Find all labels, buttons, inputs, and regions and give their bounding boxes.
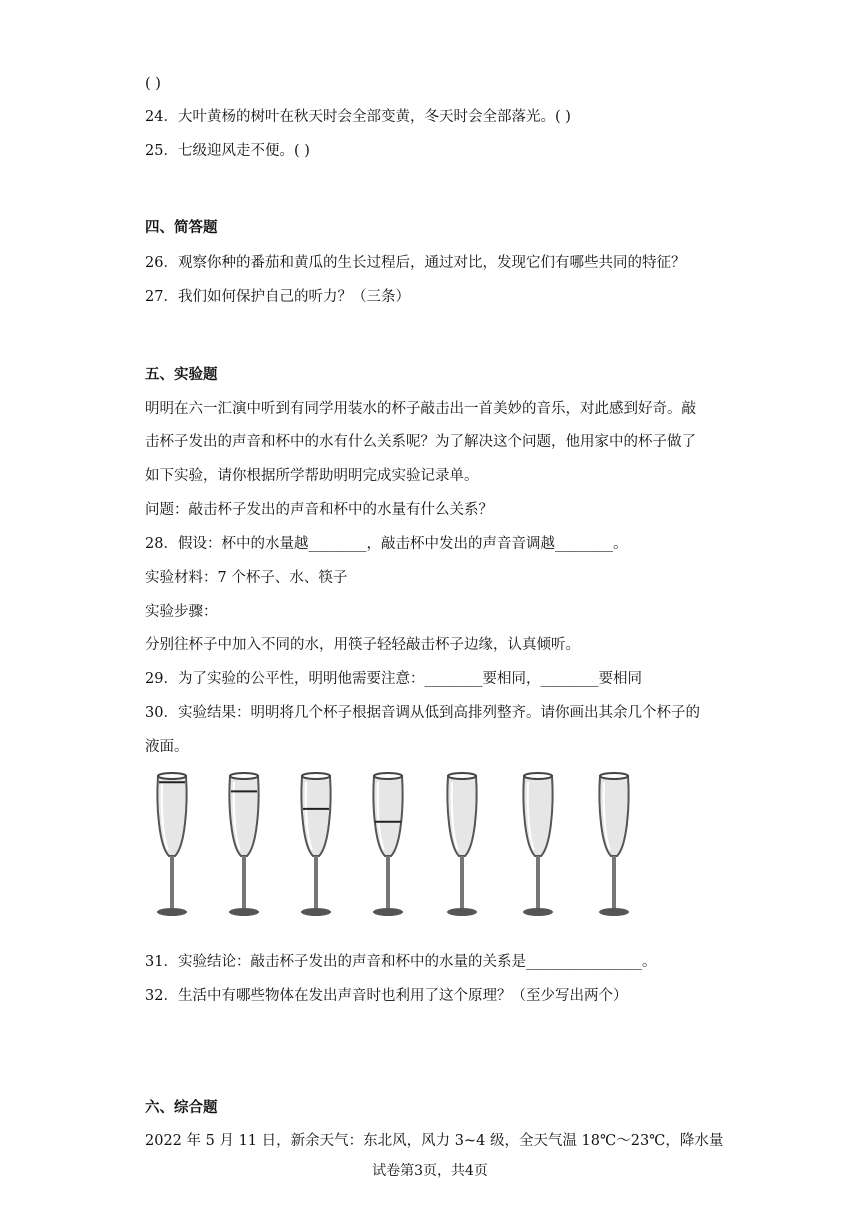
steps-label: 实验步骤： [145,604,218,620]
question-24: 24．大叶黄杨的树叶在秋天时会全部变黄，冬天时会全部落光。( ) [145,109,571,125]
materials: 实验材料：7 个杯子、水、筷子 [145,570,348,586]
wine-glass [157,773,187,916]
paragraph-line-3: 如下实验，请你根据所学帮助明明完成实验记录单。 [145,468,479,484]
section-heading-experiment: 五、实验题 [145,366,218,383]
page-footer: 试卷第3页，共4页 [372,1163,488,1179]
wine-glass [229,773,259,916]
wine-glass [523,773,553,916]
problem-statement: 问题：敲击杯子发出的声音和杯中的水量有什么关系？ [145,502,493,518]
wine-glasses-figure [140,768,660,928]
question-25: 25．七级迎风走不便。( ) [145,143,310,159]
question-30-line-1: 30．实验结果：明明将几个杯子根据音调从低到高排列整齐。请你画出其余几个杯子的 [145,705,700,721]
question-29: 29．为了实验的公平性，明明他需要注意：________要相同，________要相同 [145,671,642,687]
paragraph-line-2: 击杯子发出的声音和杯中的水有什么关系呢？为了解决这个问题，他用家中的杯子做了 [145,434,696,450]
line-blank-parens: ( ) [145,76,161,92]
question-31: 31．实验结论：敲击杯子发出的声音和杯中的水量的关系是________________。 [145,954,657,970]
weather-text: 2022 年 5 月 11 日，新余天气：东北风，风力 3~4 级，全天气温 18℃～23℃，降水量 [145,1133,724,1149]
question-32: 32．生活中有哪些物体在发出声音时也利用了这个原理？（至少写出两个） [145,988,628,1004]
question-27: 27．我们如何保护自己的听力？（三条） [145,289,410,305]
question-30-line-2: 液面。 [145,739,189,755]
wine-glass [301,773,331,916]
wine-glass [447,773,477,916]
wine-glass [599,773,629,916]
section-heading-comprehensive: 六、综合题 [145,1099,218,1116]
wine-glass [373,773,403,916]
section-heading-short-answer: 四、简答题 [145,219,218,236]
question-26: 26．观察你种的番茄和黄瓜的生长过程后，通过对比，发现它们有哪些共同的特征？ [145,255,686,271]
paragraph-line-1: 明明在六一汇演中听到有同学用装水的杯子敲击出一首美妙的音乐，对此感到好奇。敲 [145,401,696,417]
question-28: 28．假设：杯中的水量越________，敲击杯中发出的声音音调越________。 [145,536,628,552]
steps-detail: 分别往杯子中加入不同的水，用筷子轻轻敲击杯子边缘，认真倾听。 [145,637,580,653]
